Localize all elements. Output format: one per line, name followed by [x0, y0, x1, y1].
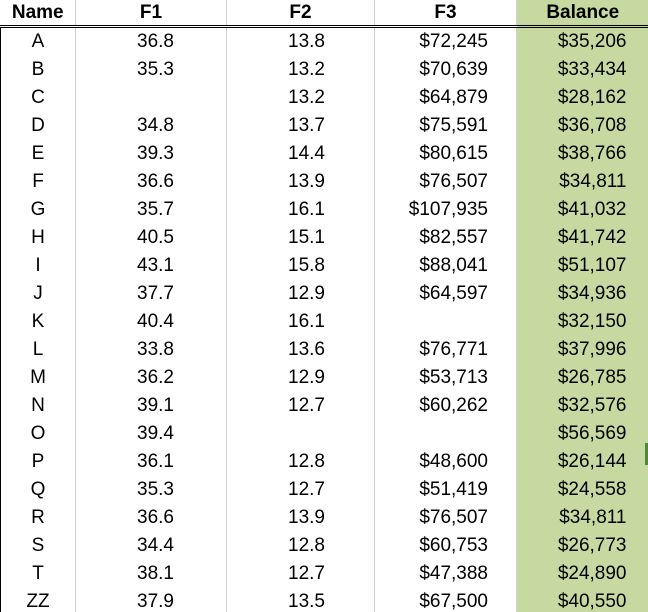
- f2-cell[interactable]: 13.9: [227, 168, 375, 196]
- balance-cell[interactable]: $41,032: [517, 196, 648, 224]
- table-row: [1, 112, 648, 140]
- f1-cell[interactable]: 35.3: [76, 56, 227, 84]
- balance-cell[interactable]: $24,890: [517, 560, 648, 588]
- table-row: [1, 280, 648, 308]
- f1-cell[interactable]: 39.3: [76, 140, 227, 168]
- balance-cell[interactable]: $34,811: [517, 504, 648, 532]
- f3-cell[interactable]: $64,597: [375, 280, 517, 308]
- f3-cell[interactable]: $76,507: [375, 168, 517, 196]
- name-cell[interactable]: M: [1, 364, 76, 392]
- f2-cell[interactable]: 13.2: [227, 84, 375, 112]
- f1-cell[interactable]: 37.7: [76, 280, 227, 308]
- balance-cell[interactable]: $40,550: [517, 588, 648, 612]
- table-row: [1, 168, 648, 196]
- table-row: [1, 336, 648, 364]
- balance-cell[interactable]: $34,811: [517, 168, 648, 196]
- balance-cell[interactable]: $51,107: [517, 252, 648, 280]
- f2-cell[interactable]: 12.7: [227, 560, 375, 588]
- f2-cell[interactable]: 12.7: [227, 476, 375, 504]
- f1-cell[interactable]: 37.9: [76, 588, 227, 612]
- name-cell[interactable]: P: [1, 448, 76, 476]
- f3-cell[interactable]: [375, 308, 517, 336]
- table-row: [1, 476, 648, 504]
- f1-cell[interactable]: 34.8: [76, 112, 227, 140]
- f3-cell[interactable]: $76,771: [375, 336, 517, 364]
- f2-cell[interactable]: 12.9: [227, 364, 375, 392]
- f3-cell[interactable]: $70,639: [375, 56, 517, 84]
- table-row: [1, 420, 648, 448]
- f2-cell[interactable]: 15.8: [227, 252, 375, 280]
- f1-cell[interactable]: 40.4: [76, 308, 227, 336]
- f3-cell[interactable]: $51,419: [375, 476, 517, 504]
- table-row: [1, 196, 648, 224]
- f2-cell[interactable]: 13.9: [227, 504, 375, 532]
- f1-cell[interactable]: 39.1: [76, 392, 227, 420]
- name-cell[interactable]: ZZ: [1, 588, 76, 612]
- f1-cell[interactable]: 36.6: [76, 504, 227, 532]
- f1-cell[interactable]: 35.3: [76, 476, 227, 504]
- balance-cell[interactable]: $33,434: [517, 56, 648, 84]
- f3-cell[interactable]: $64,879: [375, 84, 517, 112]
- name-cell[interactable]: R: [1, 504, 76, 532]
- f3-cell[interactable]: $82,557: [375, 224, 517, 252]
- name-cell[interactable]: J: [1, 280, 76, 308]
- table-row: [1, 532, 648, 560]
- balance-cell[interactable]: $28,162: [517, 84, 648, 112]
- f1-cell[interactable]: 36.6: [76, 168, 227, 196]
- balance-cell[interactable]: $36,708: [517, 112, 648, 140]
- table-row: [1, 392, 648, 420]
- name-cell[interactable]: S: [1, 532, 76, 560]
- name-cell[interactable]: H: [1, 224, 76, 252]
- name-cell[interactable]: F: [1, 168, 76, 196]
- name-cell[interactable]: N: [1, 392, 76, 420]
- f2-cell[interactable]: 14.4: [227, 140, 375, 168]
- f2-cell[interactable]: 13.5: [227, 588, 375, 612]
- table-row: [1, 588, 648, 612]
- name-cell[interactable]: D: [1, 112, 76, 140]
- name-cell[interactable]: K: [1, 308, 76, 336]
- f3-cell[interactable]: [375, 420, 517, 448]
- f1-cell[interactable]: 34.4: [76, 532, 227, 560]
- f2-cell[interactable]: 13.6: [227, 336, 375, 364]
- f3-cell[interactable]: $48,600: [375, 448, 517, 476]
- f1-cell[interactable]: [76, 84, 227, 112]
- f2-cell[interactable]: 12.7: [227, 392, 375, 420]
- f1-cell[interactable]: 40.5: [76, 224, 227, 252]
- table-row: [1, 504, 648, 532]
- f3-cell[interactable]: $72,245: [375, 27, 517, 57]
- header-balance[interactable]: Balance: [517, 0, 648, 27]
- table-row: [1, 27, 648, 57]
- table-row: [1, 140, 648, 168]
- header-f2[interactable]: F2: [227, 0, 375, 27]
- name-cell[interactable]: T: [1, 560, 76, 588]
- table-row: [1, 560, 648, 588]
- balance-cell[interactable]: $32,576: [517, 392, 648, 420]
- table-row: [1, 364, 648, 392]
- table-row: [1, 84, 648, 112]
- f3-cell[interactable]: $53,713: [375, 364, 517, 392]
- balance-cell[interactable]: $41,742: [517, 224, 648, 252]
- balance-cell[interactable]: $34,936: [517, 280, 648, 308]
- name-cell[interactable]: C: [1, 84, 76, 112]
- f1-cell[interactable]: 36.8: [76, 27, 227, 57]
- f1-cell[interactable]: 35.7: [76, 196, 227, 224]
- f1-cell[interactable]: 33.8: [76, 336, 227, 364]
- f2-cell[interactable]: 13.8: [227, 27, 375, 57]
- f2-cell[interactable]: 12.8: [227, 448, 375, 476]
- header-name[interactable]: Name: [1, 0, 76, 27]
- table-row: [1, 308, 648, 336]
- f3-cell[interactable]: $107,935: [375, 196, 517, 224]
- name-cell[interactable]: B: [1, 56, 76, 84]
- f2-cell[interactable]: 16.1: [227, 196, 375, 224]
- table-row: [1, 448, 648, 476]
- f3-cell[interactable]: $80,615: [375, 140, 517, 168]
- header-f3[interactable]: F3: [375, 0, 517, 27]
- name-cell[interactable]: O: [1, 420, 76, 448]
- name-cell[interactable]: Q: [1, 476, 76, 504]
- f3-cell[interactable]: $88,041: [375, 252, 517, 280]
- table-row: [1, 252, 648, 280]
- f3-cell[interactable]: $76,507: [375, 504, 517, 532]
- name-cell[interactable]: I: [1, 252, 76, 280]
- name-cell[interactable]: G: [1, 196, 76, 224]
- f3-cell[interactable]: $47,388: [375, 560, 517, 588]
- header-row: [1, 0, 648, 27]
- name-cell[interactable]: L: [1, 336, 76, 364]
- table-row: [1, 224, 648, 252]
- table-body: [1, 27, 648, 612]
- header-f1[interactable]: F1: [76, 0, 227, 27]
- f2-cell[interactable]: 13.2: [227, 56, 375, 84]
- f2-cell[interactable]: 12.8: [227, 532, 375, 560]
- f1-cell[interactable]: 36.2: [76, 364, 227, 392]
- f1-cell[interactable]: 38.1: [76, 560, 227, 588]
- balance-cell[interactable]: $24,558: [517, 476, 648, 504]
- f3-cell[interactable]: $60,262: [375, 392, 517, 420]
- name-cell[interactable]: E: [1, 140, 76, 168]
- f1-cell[interactable]: 39.4: [76, 420, 227, 448]
- f3-cell[interactable]: $75,591: [375, 112, 517, 140]
- balance-cell[interactable]: $35,206: [517, 27, 648, 57]
- f3-cell[interactable]: $60,753: [375, 532, 517, 560]
- balance-cell[interactable]: $26,773: [517, 532, 648, 560]
- f1-cell[interactable]: 36.1: [76, 448, 227, 476]
- f2-cell[interactable]: [227, 420, 375, 448]
- table-row: [1, 56, 648, 84]
- balance-cell[interactable]: $32,150: [517, 308, 648, 336]
- f2-cell[interactable]: 15.1: [227, 224, 375, 252]
- table-header: [1, 0, 648, 27]
- balance-cell[interactable]: $38,766: [517, 140, 648, 168]
- balance-cell[interactable]: $37,996: [517, 336, 648, 364]
- name-cell[interactable]: A: [1, 27, 76, 57]
- f2-cell[interactable]: 12.9: [227, 280, 375, 308]
- balance-cell[interactable]: $56,569: [517, 420, 648, 448]
- f2-cell[interactable]: 16.1: [227, 308, 375, 336]
- f1-cell[interactable]: 43.1: [76, 252, 227, 280]
- f3-cell[interactable]: $67,500: [375, 588, 517, 612]
- balance-cell[interactable]: $26,144: [517, 448, 648, 476]
- f2-cell[interactable]: 13.7: [227, 112, 375, 140]
- balance-cell[interactable]: $26,785: [517, 364, 648, 392]
